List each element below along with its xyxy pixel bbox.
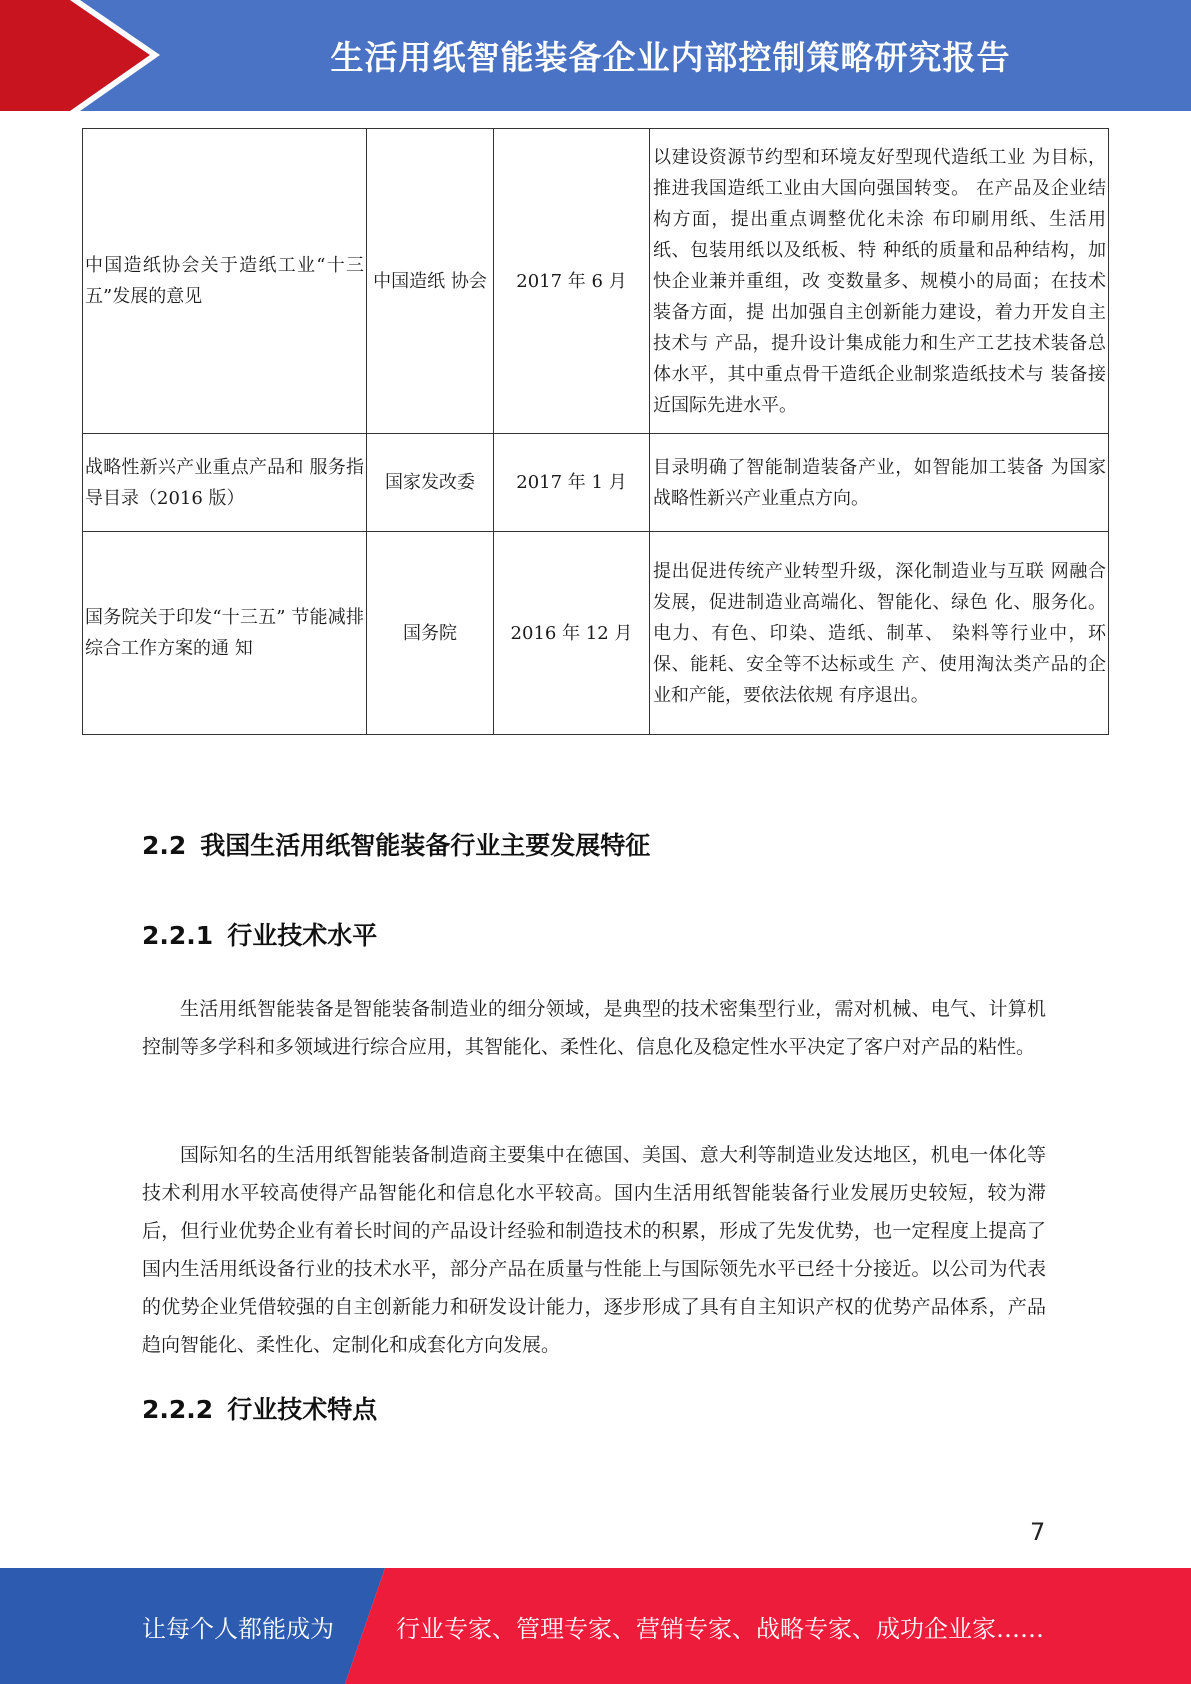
- section-heading-2-2-2: [142, 1390, 377, 1426]
- policy-name-cell: 中国造纸协会关于造纸工业“十三五”发展的意见: [83, 129, 367, 434]
- section-number: 2.2: [142, 831, 187, 860]
- date-cell: 2017 年 1 月: [494, 434, 650, 532]
- issuer-cell: 国务院: [367, 532, 494, 735]
- content-cell: 以建设资源节约型和环境友好型现代造纸工业 为目标，推进我国造纸工业由大国向强国转变。 在产品及企业结构方面，提出重点调整优化未涂 布印刷用纸、生活用纸、包装用纸以及纸板、特 种纸的质量和品种结构，加快企业兼并重组，改 变数量多、规模小的局面；在技术装备方面，提 出加强自主创新能力建设，着力开发自主技术与 产品，提升设计集成能力和生产工艺技术装备总 体水平，其中重点骨干造纸企业制浆造纸技术与 装备接近国际先进水平。: [650, 129, 1109, 434]
- date-cell: 2017 年 6 月: [494, 129, 650, 434]
- section-title: 我国生活用纸智能装备行业主要发展特征: [200, 831, 651, 860]
- header-arrow-decoration: [0, 0, 160, 111]
- footer-banner: [0, 1568, 1191, 1684]
- section-title: 行业技术特点: [227, 1395, 378, 1424]
- document-title: 生活用纸智能装备企业内部控制策略研究报告: [330, 38, 1011, 77]
- policy-name-cell: 战略性新兴产业重点产品和 服务指导目录（2016 版）: [83, 434, 367, 532]
- issuer-cell: 国家发改委: [367, 434, 494, 532]
- header-banner: [0, 0, 1191, 111]
- footer-slogan-left: 让每个人都能成为: [142, 1614, 334, 1643]
- table-row: [83, 129, 1109, 434]
- section-number: 2.2.1: [142, 921, 214, 950]
- table-row: [83, 434, 1109, 532]
- section-heading-2-2-1: [142, 916, 377, 952]
- content-cell: 提出促进传统产业转型升级，深化制造业与互联 网融合发展，促进制造业高端化、智能化、绿色 化、服务化。电力、有色、印染、造纸、制革、 染料等行业中，环保、能耗、安全等不达标或生 产、使用淘汰类产品的企业和产能，要依法依规 有序退出。: [650, 532, 1109, 735]
- page-number: 7: [1030, 1518, 1046, 1546]
- policy-name-cell: 国务院关于印发“十三五” 节能减排综合工作方案的通 知: [83, 532, 367, 735]
- footer-slogan-right: 行业专家、管理专家、营销专家、战略专家、成功企业家……: [396, 1614, 1044, 1643]
- policy-table: [82, 128, 1109, 735]
- section-title: 行业技术水平: [227, 921, 378, 950]
- issuer-cell: 中国造纸 协会: [367, 129, 494, 434]
- section-heading-2-2: [142, 826, 650, 862]
- paragraph-industry-tech-level-1: 生活用纸智能装备是智能装备制造业的细分领域，是典型的技术密集型行业，需对机械、电气、计算机控制等多学科和多领域进行综合应用，其智能化、柔性化、信息化及稳定性水平决定了客户对产品的粘性。: [142, 998, 1046, 1058]
- date-cell: 2016 年 12 月: [494, 532, 650, 735]
- content-cell: 目录明确了智能制造装备产业，如智能加工装备 为国家战略性新兴产业重点方向。: [650, 434, 1109, 532]
- paragraph-industry-tech-level-2: 国际知名的生活用纸智能装备制造商主要集中在德国、美国、意大利等制造业发达地区，机电一体化等技术利用水平较高使得产品智能化和信息化水平较高。国内生活用纸智能装备行业发展历史较短，较为滞后，但行业优势企业有着长时间的产品设计经验和制造技术的积累，形成了先发优势，也一定程度上提高了国内生活用纸设备行业的技术水平，部分产品在质量与性能上与国际领先水平已经十分接近。以公司为代表的优势企业凭借较强的自主创新能力和研发设计能力，逐步形成了具有自主知识产权的优势产品体系，产品趋向智能化、柔性化、定制化和成套化方向发展。: [142, 1144, 1046, 1356]
- section-number: 2.2.2: [142, 1395, 214, 1424]
- table-row: [83, 532, 1109, 735]
